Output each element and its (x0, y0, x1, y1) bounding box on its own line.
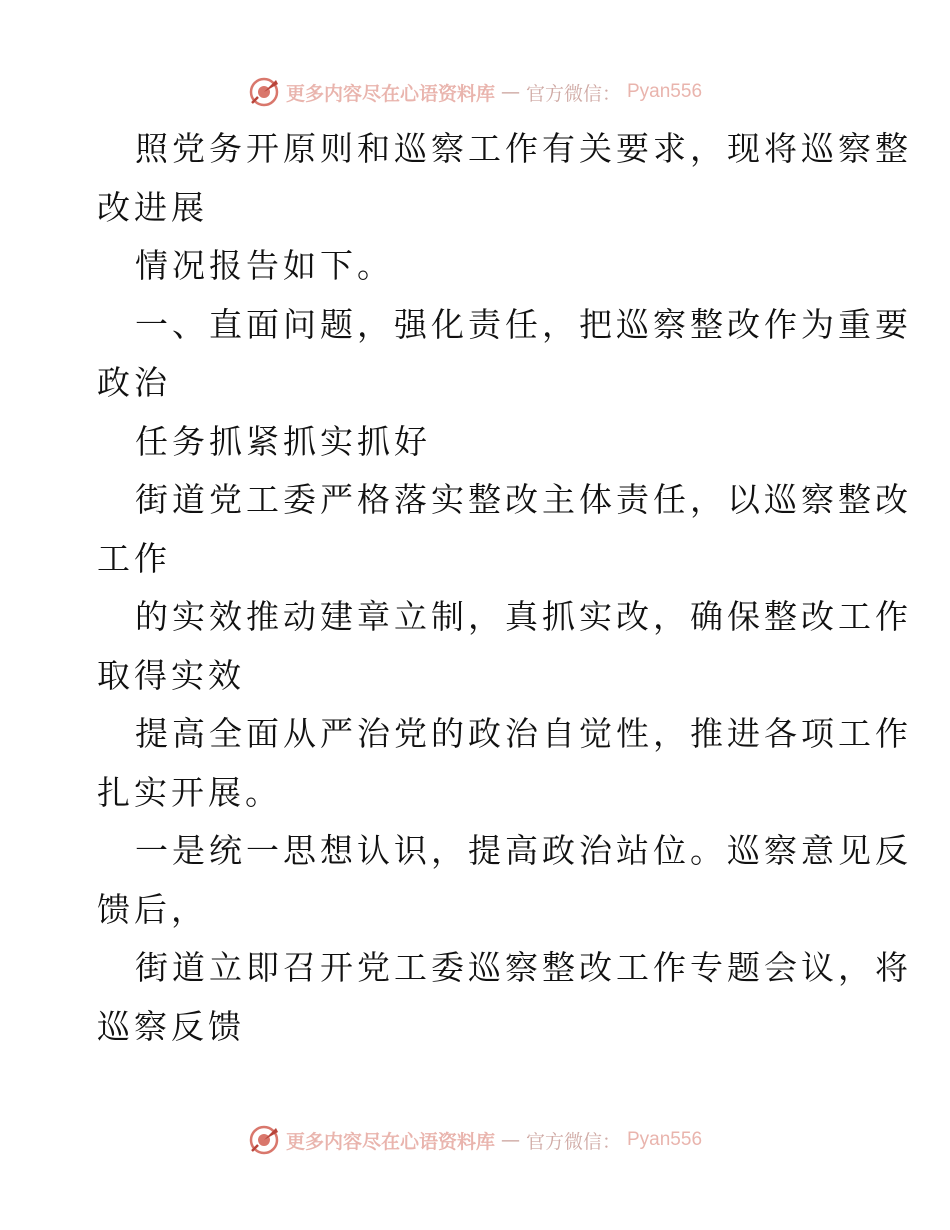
footer-watermark (0, 1120, 950, 1160)
watermark-separator: — (500, 81, 520, 103)
paragraph-line: 情况报告如下。 (135, 246, 394, 285)
watermark-official-label: 官方微信： (525, 82, 621, 105)
paragraph-line: 取得实效 (97, 655, 245, 695)
paragraph-line: 街道立即召开党工委巡察整改工作专题会议，将 (135, 948, 912, 987)
watermark-wechat-id: Pyan556 (627, 81, 703, 102)
paragraph-line: 街道党工委严格落实整改主体责任，以巡察整改 (135, 480, 912, 519)
paragraph-line: 一是统一思想认识，提高政治站位。巡察意见反 (135, 831, 912, 870)
watermark-brand-text: 更多内容尽在心语资料库 (285, 82, 495, 105)
paragraph-line: 巡察反馈 (97, 1006, 245, 1046)
watermark-separator: — (500, 1129, 520, 1151)
paragraph-line: 一、直面问题，强化责任，把巡察整改作为重要 (135, 304, 912, 344)
watermark-wechat-id: Pyan556 (627, 1129, 703, 1150)
paragraph-line: 任务抓紧抓实抓好 (135, 421, 431, 461)
paragraph-line: 政治 (97, 363, 171, 402)
paragraph-line: 改进展 (97, 187, 208, 227)
paragraph-line: 工作 (97, 538, 171, 578)
paragraph-line: 照党务开原则和巡察工作有关要求，现将巡察整 (135, 129, 912, 168)
paragraph-line: 提高全面从严治党的政治自觉性，推进各项工作 (135, 714, 912, 753)
paragraph-line: 馈后， (97, 889, 208, 929)
watermark-brand-text: 更多内容尽在心语资料库 (285, 1130, 495, 1153)
header-watermark (0, 72, 950, 112)
paragraph-line: 扎实开展。 (97, 772, 282, 812)
watermark-official-label: 官方微信： (525, 1130, 621, 1153)
document-body (97, 120, 912, 1056)
paragraph-line: 的实效推动建章立制，真抓实改，确保整改工作 (135, 597, 912, 636)
pen-nib-circle-icon (248, 76, 280, 108)
pen-nib-circle-icon (248, 1124, 280, 1156)
